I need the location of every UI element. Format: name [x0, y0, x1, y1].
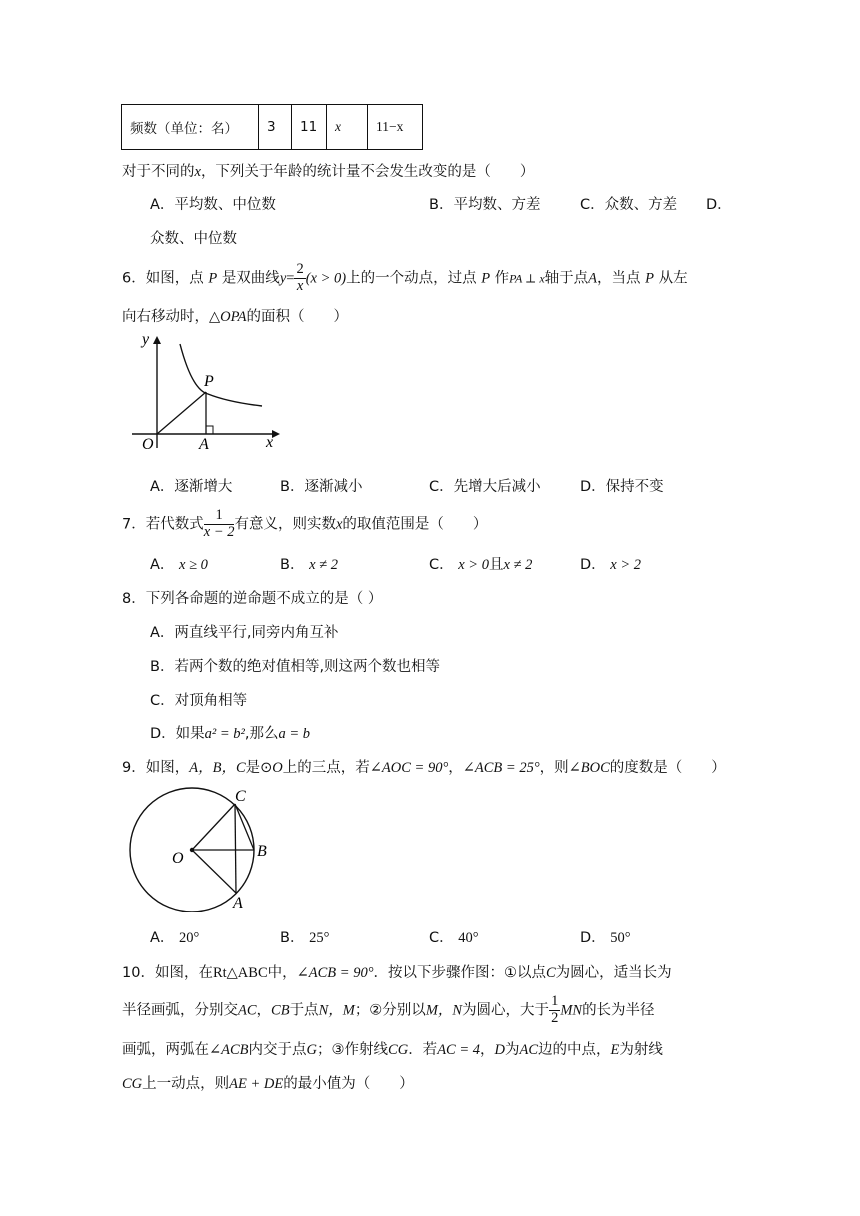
text: 于点	[289, 1002, 319, 1019]
q8-stem: 8．下列各命题的逆命题不成立的是（ ）	[122, 591, 383, 607]
math: AC = 4	[437, 1042, 481, 1058]
text: 对于不同的	[122, 164, 195, 180]
text: 的度数是（ ）	[609, 760, 726, 776]
text: 内交于点	[248, 1042, 307, 1058]
q9-stem: 9．如图，A，B，C是⊙O上的三点，若∠AOC = 90°，∠ACB = 25°，则∠BOC的度数是（ ）	[122, 760, 726, 776]
label-p: P	[204, 373, 214, 390]
text: 从左	[658, 270, 688, 287]
text: 10．如图，在	[122, 965, 213, 981]
option-label: D．	[580, 930, 606, 946]
text: ,那么	[244, 726, 279, 742]
right-angle-mark	[206, 426, 213, 434]
math: ∠ACB	[209, 1042, 249, 1058]
text: 向右移动时，	[122, 309, 209, 325]
text: 是双曲线	[221, 270, 280, 287]
option-label: D．	[580, 557, 606, 573]
segment-oc	[192, 804, 235, 850]
y-axis-arrow	[153, 336, 161, 344]
math: x ≠ 2	[503, 557, 533, 573]
fraction	[549, 994, 560, 1027]
text: 边的中点，	[538, 1042, 611, 1058]
table-header-cell: 频数（单位：名）	[122, 105, 259, 150]
math: A，B，C	[189, 760, 246, 776]
math: C	[546, 965, 556, 981]
math: x	[335, 516, 343, 533]
text: ，	[256, 1002, 272, 1019]
label-o: O	[142, 436, 154, 453]
q9-circle-figure	[126, 784, 276, 912]
table-cell: 3	[259, 105, 292, 150]
math: 50°	[610, 930, 631, 946]
numerator: 1	[551, 993, 559, 1009]
text: 中，	[267, 965, 297, 981]
text: 的取值范围是（ ）	[342, 516, 488, 533]
text: D．如果	[150, 726, 205, 742]
q8-option-a: A．两直线平行,同旁内角互补	[150, 625, 339, 641]
q9-option-c	[429, 926, 479, 947]
math: x ≠ 2	[309, 557, 338, 573]
q7-option-c	[429, 553, 532, 574]
numerator: 2	[296, 261, 304, 277]
text: 9．如图，	[122, 760, 190, 776]
text: 为圆心，大于	[462, 1002, 550, 1019]
text: 上的一个动点，过点	[346, 270, 477, 287]
q10-line2	[122, 994, 655, 1027]
text: 6．如图，点	[122, 270, 204, 287]
math: 20°	[179, 930, 200, 946]
text: 为圆心，适当长为	[555, 965, 672, 981]
q5-option-d: D．	[706, 197, 732, 213]
table-row	[122, 105, 423, 150]
text: ．按以下步骤作图：①以点	[373, 965, 546, 981]
math: =	[286, 270, 295, 287]
q7-option-a	[150, 553, 208, 574]
segment-ca	[235, 804, 236, 893]
q7-option-d	[580, 553, 641, 574]
text: ，	[480, 1042, 495, 1058]
label-b: B	[257, 843, 267, 860]
q5-option-a: A．平均数、中位数	[150, 197, 276, 213]
text: ；③作射线	[317, 1042, 389, 1058]
option-label: A．	[150, 557, 175, 573]
frequency-table	[121, 104, 423, 150]
math: 40°	[458, 930, 479, 946]
q9-option-d	[580, 926, 631, 947]
text: 为射线	[619, 1042, 663, 1058]
math: ∠AOC = 90°	[369, 760, 449, 776]
text: 上的三点，若	[282, 760, 370, 776]
math: G	[306, 1042, 318, 1058]
q5-option-b: B．平均数、方差	[429, 197, 541, 213]
text: 轴于点	[544, 270, 589, 287]
text: ，下列关于年龄的统计量不会发生改变的是（ ）	[200, 164, 535, 180]
q9-option-a	[150, 926, 199, 947]
denominator: x − 2	[203, 523, 235, 540]
text: ，当点	[597, 270, 641, 287]
math: (x > 0)	[305, 270, 347, 287]
q7-option-b	[280, 553, 338, 574]
text: ；②分别以	[354, 1002, 426, 1019]
text: 的面积（ ）	[246, 309, 348, 325]
text: ，则	[539, 760, 569, 776]
q6-stem-line1	[122, 262, 688, 295]
x-axis-arrow	[272, 430, 280, 438]
q6-option-c: C．先增大后减小	[429, 479, 541, 495]
q8-option-b: B．若两个数的绝对值相等,则这两个数也相等	[150, 659, 441, 675]
text: 上一动点，则	[142, 1076, 230, 1092]
q6-hyperbola-figure	[128, 330, 288, 454]
math: CB	[271, 1002, 290, 1019]
denominator: 2	[551, 1009, 559, 1026]
table-cell: 11	[292, 105, 327, 150]
math: ∠ACB = 25°	[462, 760, 540, 776]
math: a = b	[278, 726, 311, 742]
segment-op	[157, 392, 206, 434]
option-label: B．	[280, 557, 305, 573]
math: N，M	[318, 1002, 355, 1019]
segment-oa	[192, 850, 236, 893]
math: PA ⊥ x	[509, 271, 545, 286]
q10-line4	[122, 1072, 414, 1093]
q10-line3	[122, 1038, 663, 1059]
label-c: C	[235, 788, 246, 805]
q10-line1	[122, 961, 672, 982]
option-label: A．	[150, 930, 175, 946]
q5-option-d-text: 众数、中位数	[150, 231, 237, 247]
math: P	[481, 270, 491, 287]
label-o: O	[172, 850, 184, 867]
denominator: x	[296, 277, 304, 294]
option-label: B．	[280, 930, 305, 946]
math: MN	[560, 1002, 583, 1019]
math: y	[279, 270, 287, 287]
math: E	[610, 1042, 620, 1058]
text: 为	[505, 1042, 520, 1058]
text: 且	[488, 557, 504, 573]
q5-option-c: C．众数、方差	[580, 197, 678, 213]
math: P	[208, 270, 218, 287]
math: △OPA	[209, 309, 247, 325]
text: 半径画弧，分别交	[122, 1002, 238, 1019]
label-y: y	[142, 331, 150, 348]
text: 是⊙	[245, 760, 273, 776]
math: ∠BOC	[568, 760, 610, 776]
text: 的长为半径	[582, 1002, 655, 1019]
option-label: C．	[429, 930, 454, 946]
q6-stem-line2	[122, 305, 348, 326]
fraction	[204, 508, 235, 541]
math: x ≥ 0	[179, 557, 208, 573]
math: x > 0	[458, 557, 489, 573]
option-label: C．	[429, 557, 454, 573]
label-x: x	[266, 434, 274, 451]
math: ∠ACB = 90°	[296, 965, 374, 981]
math: O	[272, 760, 283, 776]
q8-option-d	[150, 722, 310, 743]
q5-stem	[122, 160, 534, 181]
math: AC	[238, 1002, 257, 1019]
q7-stem	[122, 508, 487, 541]
math: P	[645, 270, 654, 287]
fraction	[294, 262, 305, 295]
q8-option-c: C．对顶角相等	[150, 693, 248, 709]
math: AC	[519, 1042, 539, 1058]
numerator: 1	[204, 508, 235, 525]
math: CG	[122, 1076, 143, 1092]
math: 25°	[309, 930, 330, 946]
table-cell: x	[327, 105, 368, 150]
math: x > 2	[610, 557, 642, 573]
text: 7．若代数式	[122, 516, 204, 533]
text: 作	[494, 270, 510, 287]
label-a: A	[199, 436, 209, 453]
math: M，N	[425, 1002, 463, 1019]
math: Rt△ABC	[212, 965, 268, 981]
text: ．若	[408, 1042, 438, 1058]
math: a² = b²	[204, 726, 245, 742]
segment-cb	[235, 804, 254, 850]
math: AE + DE	[229, 1076, 284, 1092]
math: A	[588, 270, 598, 287]
label-a: A	[233, 895, 243, 912]
q9-option-b	[280, 926, 329, 947]
math: D	[494, 1042, 505, 1058]
table-cell: 11−x	[368, 105, 423, 150]
text: 的最小值为（ ）	[283, 1076, 414, 1092]
q6-option-b: B．逐渐减小	[280, 479, 363, 495]
text: 画弧，两弧在	[122, 1042, 209, 1058]
hyperbola-curve	[180, 344, 262, 406]
q6-option-a: A．逐渐增大	[150, 479, 233, 495]
text: 有意义，则实数	[234, 516, 336, 533]
math: CG	[388, 1042, 409, 1058]
q6-option-d: D．保持不变	[580, 479, 664, 495]
math: x	[194, 164, 201, 180]
